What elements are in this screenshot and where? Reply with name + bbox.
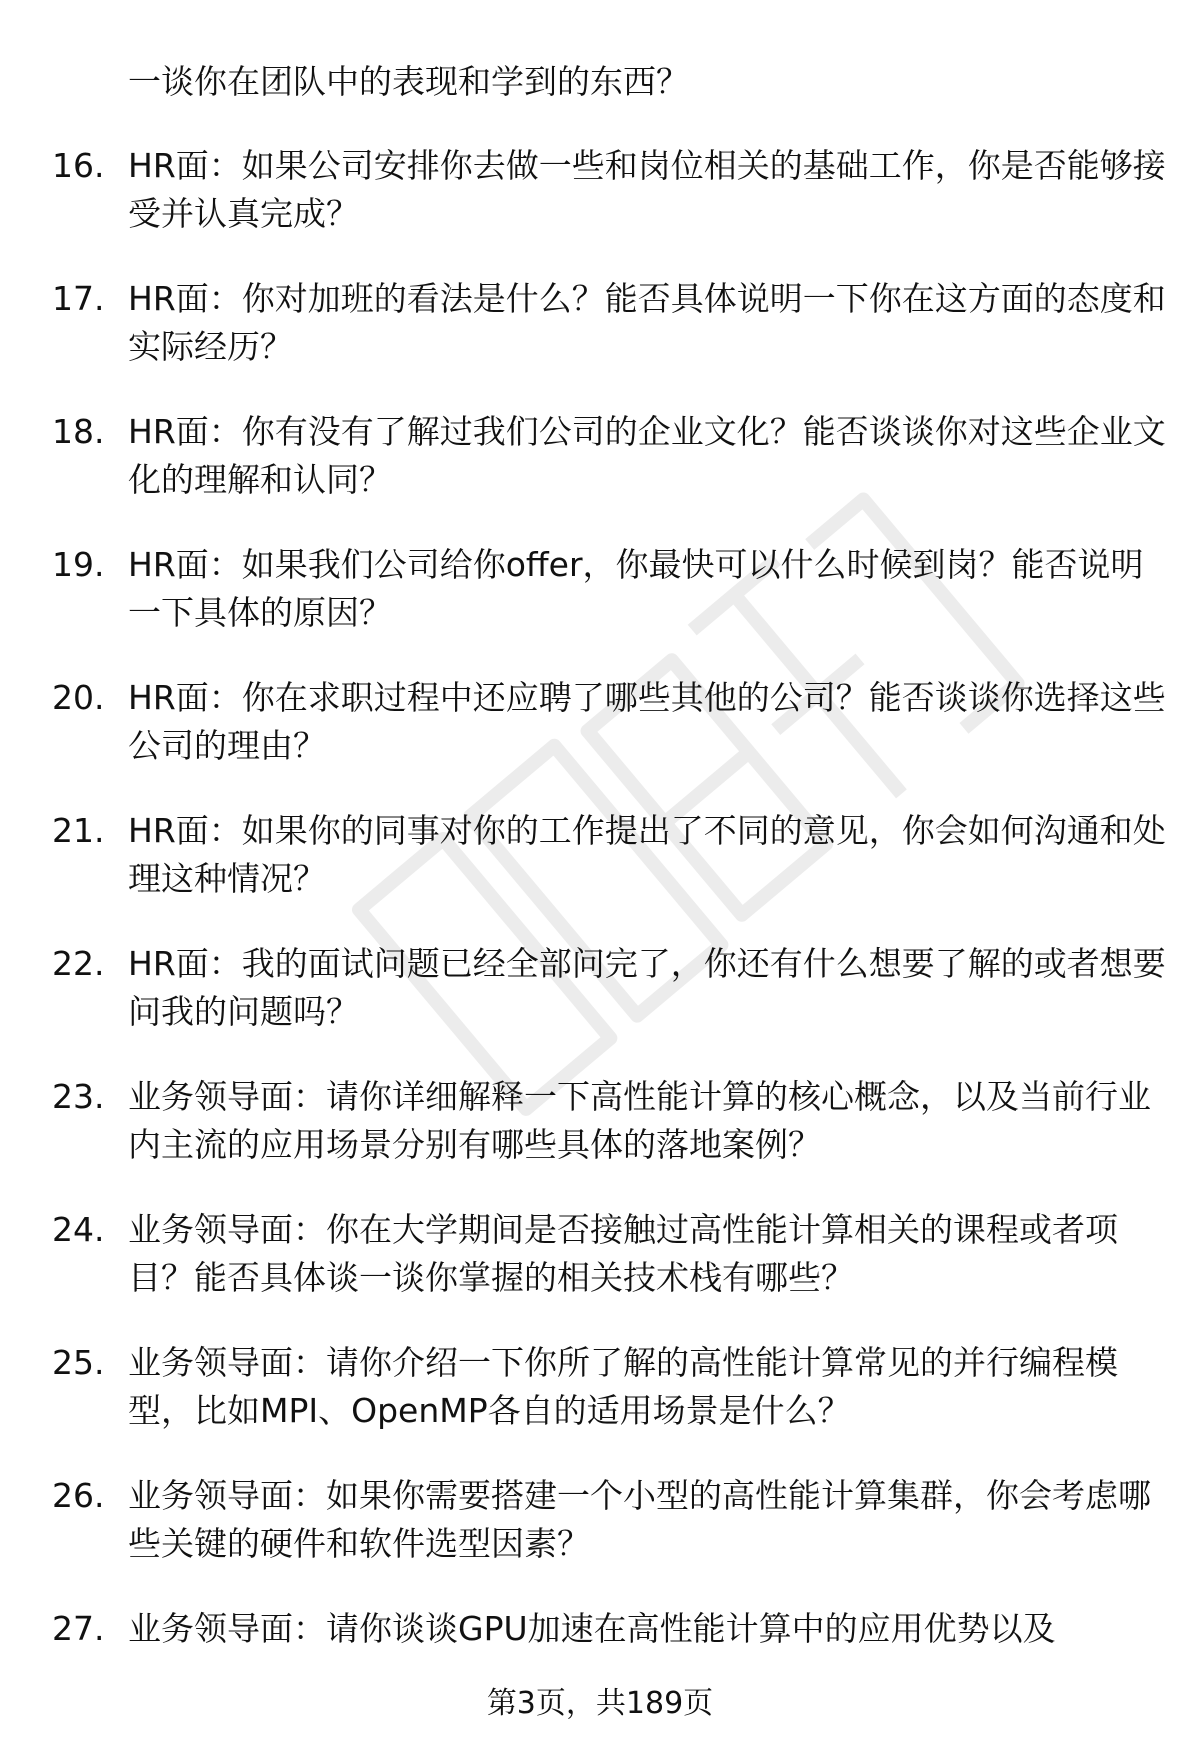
question-number: 26. [52, 1476, 105, 1515]
question-text: HR面：你有没有了解过我们公司的企业文化？能否谈谈你对这些企业文化的理解和认同？ [128, 412, 1166, 499]
list-item [0, 674, 1200, 807]
question-text: HR面：如果你的同事对你的工作提出了不同的意见，你会如何沟通和处理这种情况？ [128, 811, 1166, 898]
question-number: 23. [52, 1077, 105, 1116]
question-number: 20. [52, 678, 105, 717]
continued-question-text: 一谈你在团队中的表现和学到的东西？ [128, 62, 689, 101]
list-item [0, 807, 1200, 940]
question-list [0, 142, 1200, 1738]
list-item [0, 1073, 1200, 1206]
question-number: 17. [52, 279, 105, 318]
list-item [0, 408, 1200, 541]
page-footer: 第3页，共189页 [486, 1686, 714, 1721]
question-number: 21. [52, 811, 105, 850]
question-number: 24. [52, 1210, 105, 1249]
list-item [0, 275, 1200, 408]
list-item [0, 1206, 1200, 1339]
question-number: 19. [52, 545, 105, 584]
question-text: HR面：如果我们公司给你offer，你最快可以什么时候到岗？能否说明一下具体的原因？ [128, 545, 1144, 632]
list-item [0, 142, 1200, 275]
question-number: 25. [52, 1343, 105, 1382]
question-text: 业务领导面：请你谈谈GPU加速在高性能计算中的应用优势以及 [128, 1609, 1056, 1648]
question-text: 业务领导面：请你详细解释一下高性能计算的核心概念，以及当前行业内主流的应用场景分别有哪些具体的落地案例？ [128, 1077, 1151, 1164]
question-text: 业务领导面：如果你需要搭建一个小型的高性能计算集群，你会考虑哪些关键的硬件和软件选型因素？ [128, 1476, 1151, 1563]
question-text: 业务领导面：你在大学期间是否接触过高性能计算相关的课程或者项目？能否具体谈一谈你掌握的相关技术栈有哪些？ [128, 1210, 1118, 1297]
question-number: 16. [52, 146, 105, 185]
question-number: 22. [52, 944, 105, 983]
list-item [0, 940, 1200, 1073]
question-text: 业务领导面：请你介绍一下你所了解的高性能计算常见的并行编程模型，比如MPI、OpenMP各自的适用场景是什么？ [128, 1343, 1118, 1430]
question-number: 27. [52, 1609, 105, 1648]
question-text: HR面：你对加班的看法是什么？能否具体说明一下你在这方面的态度和实际经历？ [128, 279, 1166, 366]
list-item [0, 1339, 1200, 1472]
question-text: HR面：你在求职过程中还应聘了哪些其他的公司？能否谈谈你选择这些公司的理由？ [128, 678, 1166, 765]
question-text: HR面：我的面试问题已经全部问完了，你还有什么想要了解的或者想要问我的问题吗？ [128, 944, 1166, 1031]
question-text: HR面：如果公司安排你去做一些和岗位相关的基础工作，你是否能够接受并认真完成？ [128, 146, 1166, 233]
question-number: 18. [52, 412, 105, 451]
list-item [0, 1472, 1200, 1605]
list-item [0, 541, 1200, 674]
